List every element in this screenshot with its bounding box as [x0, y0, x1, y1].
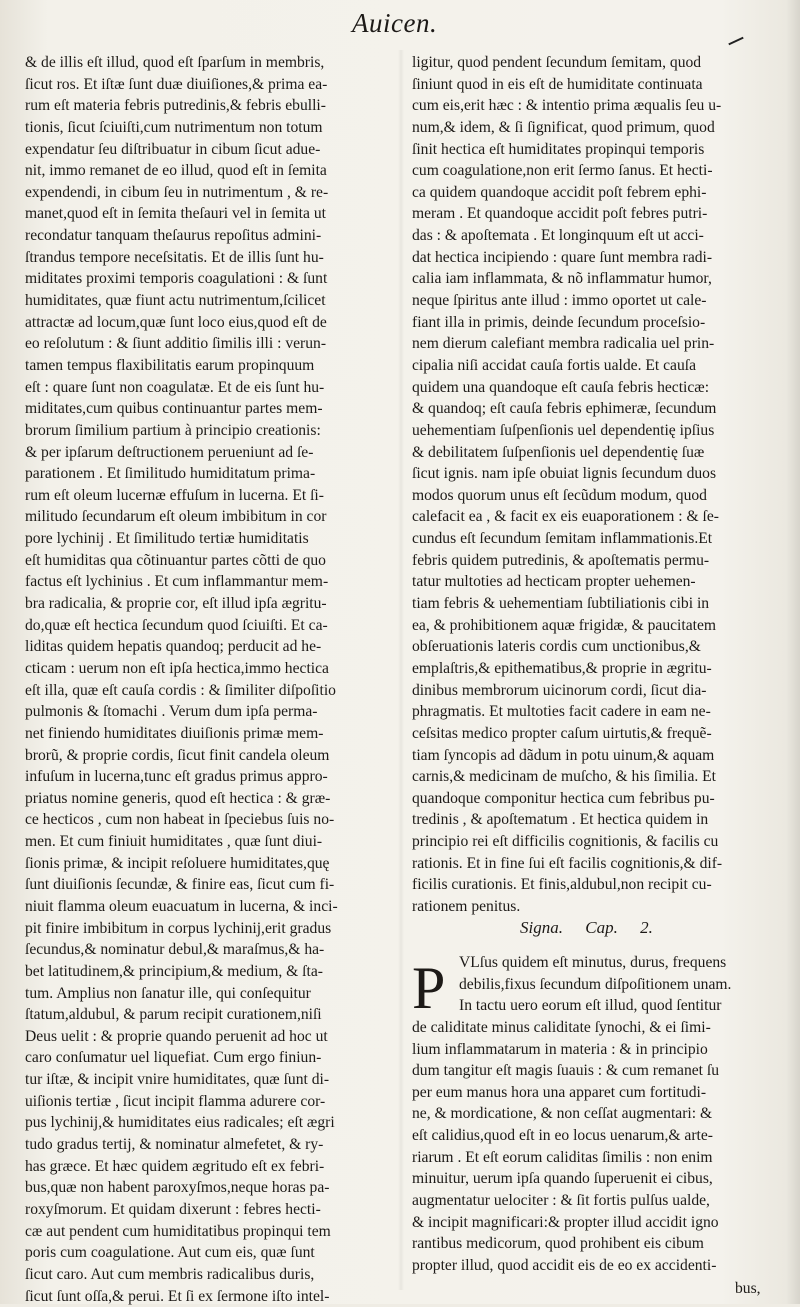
text-line: eo reſolutum : & ſiunt additio ſimilis illi : verun-	[25, 335, 327, 353]
right-column	[412, 52, 769, 918]
text-line: emplaſtris,& epithematibus,& proprie in ægritu-	[412, 659, 712, 677]
text-line: rantibus medicorum, quod prohibent eis cibum	[412, 1235, 704, 1253]
text-line: ligitur, quod pendent ſecundum ſemitam, quod	[412, 54, 702, 71]
text-line: propter illud, quod accidit eis de eo ex accidenti-	[412, 1256, 717, 1274]
text-line: cum eis,erit hæc : & intentio prima æqualis ſeu u-	[412, 97, 722, 115]
text-line: uiſionis tertiæ , ſicut incipit flamma adurere cor-	[25, 1092, 326, 1110]
text-line: expendatur ſeu diſtribuatur in cibum ſicut adue-	[25, 140, 321, 158]
text-line: das : & apoſtemata . Et longinquum eſt ut acci-	[412, 227, 704, 245]
text-line: roxyſmorum. Et quidam dixerunt : febres hecti-	[25, 1200, 321, 1218]
text-line: bra radicalia, & proprie cor, eſt illud ipſa ægritu-	[25, 595, 327, 613]
section-text	[412, 952, 769, 1277]
text-line: quandoque componitur hectica cum febribus pu-	[412, 789, 715, 807]
text-line: humiditates, quæ fiunt actu nutrimentum,ſcilicet	[25, 292, 326, 310]
text-line: In tactu uero eorum eſt illud, quod ſentitur	[459, 997, 722, 1015]
text-line: neque ſpiritus ante illud : immo oportet ut cale-	[412, 292, 707, 310]
text-line: modos quorum unus eſt ſecũdum modum, quod	[412, 486, 707, 504]
text-line: ſiniunt quod in eis eſt de humiditate continuata	[412, 75, 703, 93]
ink-mark	[728, 37, 743, 46]
text-line: pulmonis & ſtomachi . Verum dum ipſa perma-	[25, 703, 318, 721]
text-line: recondatur tanquam theſaurus repoſitus admini-	[25, 227, 322, 245]
running-head: Auicen.	[352, 8, 438, 38]
text-line: brorũ, & proprie cordis, ſicut finit candela oleum	[25, 746, 330, 764]
text-line: principio rei eſt difficilis cognitionis, & facilis cu	[412, 833, 719, 851]
text-line: ca quidem quandoque accidit poſt febrem ephi-	[412, 183, 707, 201]
text-line: ne, & mordicatione, & non ceſſat augmentari: &	[412, 1105, 713, 1123]
text-line: ce hecticos , cum non habeat in ſpeciebus ſuis no-	[25, 811, 335, 829]
text-line: fiant illa in primis, deinde ſecundum proceſsio-	[412, 313, 706, 331]
text-line: niuit flamma oleum euacuatum in lucerna, & inci-	[25, 897, 338, 915]
text-line: infuſum in lucerna,tunc eſt gradus primus appro-	[25, 768, 328, 786]
text-line: expendendi, in cibum ſeu in nutrimentum , & re-	[25, 183, 329, 201]
text-line: minuitur, uerum ipſa quando ſuperuenit ei cibus,	[412, 1170, 713, 1188]
text-line: eſt : quare ſunt non coagulatæ. Et de eis ſunt hu-	[25, 378, 325, 396]
text-line: rationem penitus.	[412, 897, 521, 915]
text-line: nem dierum calefiant membra radicalia uel prin-	[412, 335, 715, 353]
text-line: debilis,fixus ſecundum diſpoſitionem unam.	[459, 975, 732, 993]
text-line: ſtatum,aldubul, & parum recipit curationem,niſi	[25, 1006, 322, 1024]
text-line: tionis, ſicut ſciuiſti,cum nutrimentum non totum	[25, 118, 323, 136]
text-line: lium inflammatarum in materia : & in principio	[412, 1040, 708, 1058]
text-line: quidem una quandoque eſt cauſa febris hecticæ:	[412, 378, 710, 396]
text-line: miditates,cum quibus continuantur partes mem-	[25, 400, 323, 418]
text-line: cipalia niſi accidat cauſa fortis ualde. Et cauſa	[412, 356, 697, 374]
text-line: tiam febris & uehementiam ſubtiliationis cibi in	[412, 595, 710, 613]
text-line: tum. Amplius non ſanatur ille, qui conſequitur	[25, 984, 311, 1002]
chapter-number: 2.	[640, 918, 653, 937]
text-line: febris quidem putredinis, & apoſtematis permu-	[412, 551, 710, 569]
text-line: calefacit ea , & facit ex eis euaporationem : & ſe-	[412, 508, 719, 526]
text-line: men. Et cum finiuit humiditates , quæ ſunt diui-	[25, 833, 323, 851]
text-line: ſionis primæ, & incipit reſoluere humiditates,quę	[25, 854, 330, 872]
column-gutter	[398, 50, 404, 1290]
text-line: & per ipſarum deſtructionem perueniunt ad ſe-	[25, 443, 314, 461]
section-title: Signa.	[520, 918, 563, 937]
text-line: cticam : uerum non eſt ipſa hectica,immo hectica	[25, 659, 329, 677]
text-line: calia iam inflammata, & nõ inflammatur humor,	[412, 270, 712, 288]
text-line: tur iſtæ, & incipit vnire humiditates, quæ ſunt di-	[25, 1071, 330, 1089]
text-line: net finiendo humiditates diuiſionis primæ mem-	[25, 724, 324, 742]
text-line: pit finire imbibitum in corpus lychinij,erit gradus	[25, 919, 332, 937]
text-line: tudo gradus tertij, & nominatur almefetet, & ry-	[25, 1136, 324, 1154]
drop-cap: P	[412, 955, 446, 1021]
text-line: miditates proximi temporis coagulationi : & ſunt	[25, 270, 328, 288]
text-line: caro conſumatur uel liquefiat. Cum ergo finiun-	[25, 1049, 322, 1067]
text-line: rationis. Et in fine ſui eſt facilis cognitionis,& dif-	[412, 854, 723, 872]
text-line: ficilis curationis. Et finis,aldubul,non recipit cu-	[412, 876, 712, 894]
text-line: militudo ſecundarum eſt oleum imbibitum in cor	[25, 508, 327, 526]
text-line: attractæ ad locum,quæ ſunt loco eius,quod eſt de	[25, 313, 327, 331]
text-line: eſt calidius,quod eſt in eo locus uenarum,& arte-	[412, 1127, 713, 1145]
text-line: Deus uelit : & proprie quando peruenit ad hoc ut	[25, 1027, 328, 1045]
text-line: rum eſt oleum lucernæ effuſum in lucerna. Et ſi-	[25, 486, 324, 504]
text-line: meram . Et quandoque accidit poſt febres putri-	[412, 205, 708, 223]
catchword: bus,	[735, 1280, 761, 1297]
text-line: parationem . Et ſimilitudo humiditatum prima-	[25, 465, 316, 483]
text-line: ſunt diuiſionis ſecundæ, & finire eas, ſicut cum fi-	[25, 876, 335, 894]
text-line: num,& idem, & ſi ſignificat, quod primum, quod	[412, 118, 715, 136]
text-line: liditas quidem hepatis quandoq; perducit ad he-	[25, 638, 322, 656]
text-line: VLſus quidem eſt minutus, durus, frequens	[459, 954, 727, 971]
text-line: de caliditate minus caliditate ſynochi, & ei ſimi-	[412, 1018, 711, 1036]
text-line: ceſsitas medico propter caſum uirtutis,& frequẽ-	[412, 724, 712, 742]
text-line: uehementiam ſuſpenſionis uel dependentię ipſius	[412, 421, 715, 439]
text-line: do,quæ eſt hectica ſecundum quod ſciuiſti. Et ca-	[25, 616, 328, 634]
text-line: cæ aut pendent cum humiditatibus propinqui tem	[25, 1222, 331, 1240]
text-line: & quandoq; eſt cauſa febris ephimeræ, ſecundum	[412, 400, 717, 418]
text-line: poris cum coagulatione. Aut cum eis, quæ ſunt	[25, 1244, 315, 1262]
text-line: & de illis eſt illud, quod eſt ſparſum in membris,	[25, 54, 325, 71]
page-edge-shadow	[786, 0, 800, 1304]
text-line: has græce. Et hæc quidem ægritudo eſt ex febri-	[25, 1157, 325, 1175]
text-line: carnis,& medicinam de muſcho, & his ſimilia. Et	[412, 768, 717, 786]
text-line: priatus nomine generis, quod eſt hectica : & græ-	[25, 789, 331, 807]
text-line: dat hectica incipiendo : quare ſunt membra radi-	[412, 248, 713, 266]
text-line: pus lychinij,& humiditates eius radicales; eſt ægri	[25, 1114, 335, 1132]
text-line: ſinit hectica eſt humiditates propinqui temporis	[412, 140, 705, 158]
text-line: nit, immo remanet de eo illud, quod eſt in ſemita	[25, 162, 327, 180]
text-line: pore lychinij . Et ſimilitudo tertiæ humiditatis	[25, 530, 309, 548]
text-line: brorum ſimilium partium à principio creationis:	[25, 421, 321, 439]
text-line: & incipit magnificari:& propter illud accidit igno	[412, 1213, 719, 1231]
text-line: tiam ſyncopis ad dãdum in potu uinum,& aquam	[412, 746, 715, 764]
text-line: ſicut ignis. nam ipſe obuiat lignis ſecundum duos	[412, 465, 717, 483]
text-line: eſt humiditas qua cõtinuantur partes cõtti de quo	[25, 551, 326, 569]
text-line: tamen tempus flaxibilitatis earum propinquum	[25, 356, 315, 374]
text-line: ea, & prohibitionem aquæ frigidæ, & paucitatem	[412, 616, 717, 634]
text-line: ſicut caro. Aut cum membris radicalibus duris,	[25, 1265, 315, 1283]
section-heading	[520, 918, 671, 938]
text-line: per eum manus hora una apparet cum fortitudi-	[412, 1083, 707, 1101]
text-line: dinibus membrorum uicinorum cordi, ſicut dia-	[412, 681, 707, 699]
text-line: phragmatis. Et multoties facit cadere in eam ne-	[412, 703, 711, 721]
text-line: manet,quod eſt in ſemita theſauri vel in ſemita ut	[25, 205, 326, 223]
text-line: ſecundus,& nominatur debul,& maraſmus,& ha-	[25, 941, 325, 959]
text-line: cundus eſt ſecundum ſemitam inflammationis.Et	[412, 530, 713, 548]
text-line: rum eſt materia febris putredinis,& febris ebulli-	[25, 97, 326, 115]
text-line: riarum . Et eſt eorum caliditas ſimilis : non enim	[412, 1148, 713, 1166]
text-line: ſtrandus tempore neceſsitatis. Et de illis ſunt hu-	[25, 248, 324, 266]
text-line: tredinis , & apoſtematum . Et hectica quidem in	[412, 811, 709, 829]
left-column	[25, 52, 395, 1307]
text-line: dum tangitur eſt magis ſuauis : & cum remanet ſu	[412, 1062, 720, 1080]
text-line: obſeruationis lateris cordis cum unctionibus,&	[412, 638, 701, 656]
text-line: ſicut ſunt oſſa,& perui. Et ſi ex ſermone iſto intel-	[25, 1287, 330, 1305]
text-line: factus eſt lychinius . Et cum inflammantur mem-	[25, 573, 329, 591]
text-line: cum coagulatione,non erit ſermo ſanus. Et hecti-	[412, 162, 713, 180]
text-line: & debilitatem ſuſpenſionis uel dependentię ſuæ	[412, 443, 705, 461]
text-line: ſicut ros. Et iſtæ ſunt duæ diuiſiones,& prima ea-	[25, 75, 328, 93]
text-line: bus,quæ non habent paroxyſmos,neque horas pa-	[25, 1179, 330, 1197]
text-line: augmentatur uelociter : & ſit fortis pulſus ualde,	[412, 1192, 710, 1210]
text-line: tatur multoties ad hecticam propter uehemen-	[412, 573, 696, 591]
chapter-label: Cap.	[585, 918, 618, 937]
text-line: bet latitudinem,& principium,& medium, & ſta-	[25, 962, 323, 980]
text-line: eſt illa, quæ eſt cauſa cordis : & ſimiliter diſpoſitio	[25, 681, 336, 699]
